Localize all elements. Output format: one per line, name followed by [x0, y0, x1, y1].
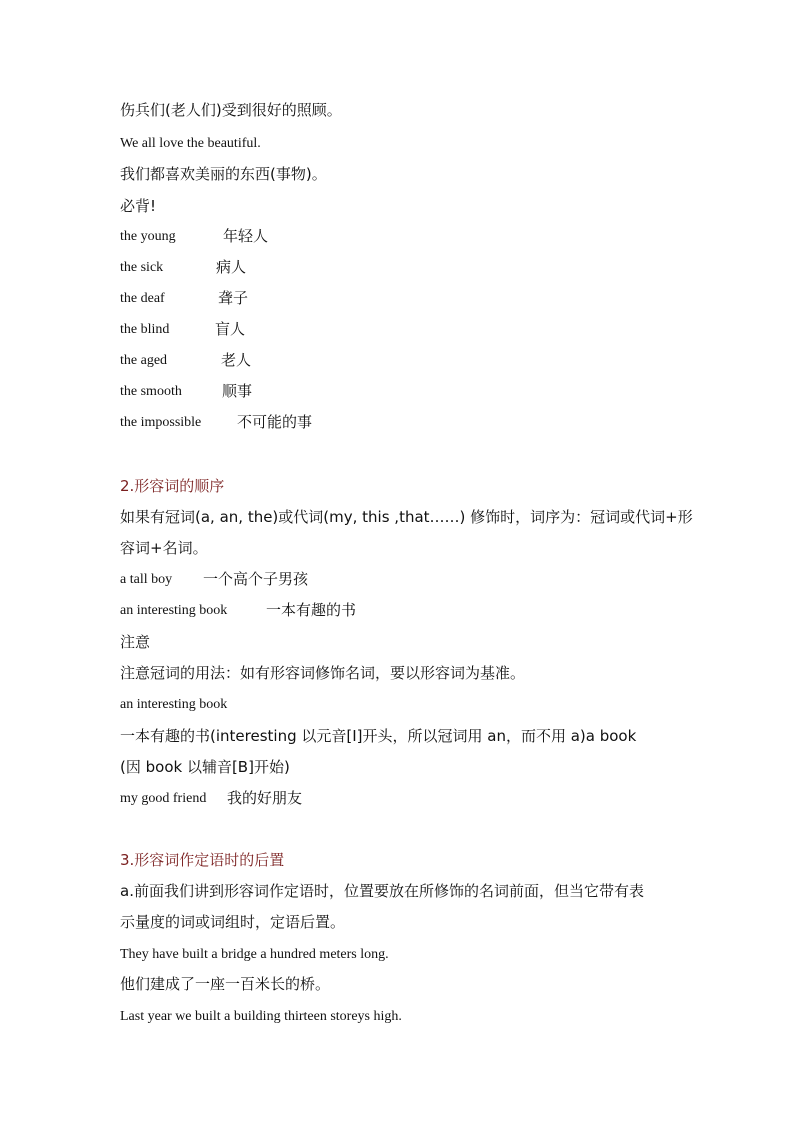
section-3-paragraph-line-2: 示量度的词或词组时，定语后置。 [120, 913, 346, 931]
vocab-en: the impossible [120, 415, 202, 430]
example-en: my good friend [120, 791, 207, 806]
sentence-en-beautiful: We all love the beautiful. [120, 136, 261, 151]
example-en: a tall boy [120, 572, 173, 587]
sentence-zh-beautiful: 我们都喜欢美丽的东西(事物)。 [120, 165, 327, 183]
vocab-zh: 老人 [221, 351, 252, 369]
note-title: 注意 [120, 633, 151, 651]
vocab-en: the smooth [120, 384, 182, 399]
vocab-en: the aged [120, 353, 168, 368]
section-3-paragraph-line-1: a.前面我们讲到形容词作定语时，位置要放在所修饰的名词前面，但当它带有表 [120, 882, 644, 900]
example-zh: 我的好朋友 [227, 789, 303, 807]
example-en: an interesting book [120, 603, 228, 618]
section-2-heading: 2.形容词的顺序 [120, 477, 225, 495]
vocab-en: the deaf [120, 291, 165, 306]
note-text: 注意冠词的用法：如有形容词修饰名词，要以形容词为基准。 [120, 664, 526, 682]
example-en: They have built a bridge a hundred meters long. [120, 947, 389, 962]
example-zh: 他们建成了一座一百米长的桥。 [120, 975, 331, 993]
vocab-en: the sick [120, 260, 164, 275]
section-2-paragraph-line-1: 如果有冠词(a, an, the)或代词(my, this ,that……) 修饰时，词序为：冠词或代词+形 [120, 508, 693, 526]
vocab-zh: 顺事 [222, 382, 253, 400]
vocab-zh: 盲人 [215, 320, 246, 338]
vocab-en: the young [120, 229, 176, 244]
example-zh: 一本有趣的书 [266, 601, 357, 619]
section-2-paragraph-line-2: 容词+名词。 [120, 539, 208, 557]
example-zh: 一个高个子男孩 [203, 570, 309, 588]
must-memorize-label: 必背! [120, 197, 157, 215]
example-en: an interesting book [120, 697, 228, 712]
example-explanation-continued: (因 book 以辅音[B]开始) [120, 758, 290, 776]
sentence-zh-care: 伤兵们(老人们)受到很好的照顾。 [120, 101, 342, 119]
vocab-zh: 病人 [216, 258, 247, 276]
example-en: Last year we built a building thirteen storeys high. [120, 1009, 402, 1024]
vocab-en: the blind [120, 322, 170, 337]
vocab-zh: 不可能的事 [237, 413, 313, 431]
vocab-zh: 聋子 [218, 289, 249, 307]
vocab-zh: 年轻人 [223, 227, 269, 245]
section-3-heading: 3.形容词作定语时的后置 [120, 851, 285, 869]
example-explanation: 一本有趣的书(interesting 以元音[I]开头，所以冠词用 an，而不用 a)a book [120, 727, 637, 745]
